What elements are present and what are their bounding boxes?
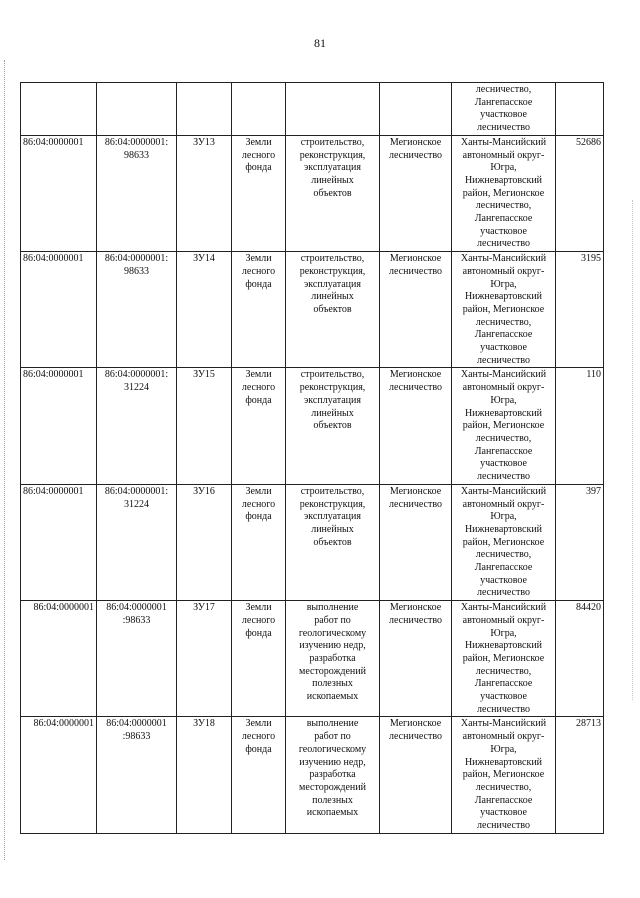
table-row [21,368,604,484]
text-line: лесничество, [475,549,532,561]
text-line: эксплуатация [304,394,361,406]
text-line: Лангепасское [474,213,533,225]
text-line: объектов [313,420,352,432]
cell-location [452,135,556,251]
cell-permitted-use [286,717,380,833]
cell-cadastral [97,484,177,600]
page-number: 81 [314,36,326,50]
text-line: полезных [312,678,353,690]
cell-plot-id: ЗУ14 [177,252,232,368]
text-line: фонда [245,278,272,290]
text-line: Мегионское [389,485,442,497]
cell-permitted-use [286,601,380,717]
text-line: участковое [480,691,527,703]
text-line: полезных [312,794,353,806]
text-line: Нижневартовский [464,291,543,303]
text-line: линейных [311,174,354,186]
text-line: автономный округ- [462,614,545,626]
text-line: 86:04:0000001 [106,718,167,730]
text-line: линейных [311,291,354,303]
cell-area: 52686 [556,135,604,251]
text-line: 86:04:0000001: [104,485,169,497]
text-line: Нижневартовский [464,640,543,652]
text-line: геологическому [298,743,367,755]
text-line: участковое [480,458,527,470]
text-line: объектов [313,187,352,199]
table-row [21,135,604,251]
cell-land-category [232,484,286,600]
text-line: эксплуатация [304,511,361,523]
cell-permitted-use [286,484,380,600]
text-line: строительство, [300,253,365,265]
text-line: фонда [245,394,272,406]
text-line: Земли [245,369,272,381]
text-line: лесничество [477,238,530,250]
cell-area: 110 [556,368,604,484]
text-line: лесного [241,382,276,394]
cell-plot-id: ЗУ13 [177,135,232,251]
text-line: Земли [245,602,272,614]
text-line: 98633 [124,149,149,161]
cell-land-category [232,717,286,833]
table-row [21,601,604,717]
table-row-continued [21,83,604,136]
text-line: 86:04:0000001: [104,369,169,381]
text-line: выполнение [306,718,359,730]
text-line: лесничество [389,614,442,626]
text-line: автономный округ- [462,498,545,510]
text-line: Лангепасское [474,678,533,690]
table-row [21,717,604,833]
cell-land-category [232,252,286,368]
cell-land-category [232,368,286,484]
text-line: 86:04:0000001: [104,253,169,265]
text-line: участковое [480,574,527,586]
text-line: ископаемых [306,691,359,703]
cell-permitted-use [286,368,380,484]
text-line: объектов [313,536,352,548]
cell-location [452,717,556,833]
text-line: автономный округ- [462,382,545,394]
text-line: Мегионское [389,602,442,614]
text-line: работ по [314,614,351,626]
text-line: лесничество, [475,665,532,677]
cell-plot-id: ЗУ16 [177,484,232,600]
text-line: Ханты-Мансийский [460,602,547,614]
cell-quarter [21,83,97,136]
text-line: лесничество [389,382,442,394]
text-line: Мегионское [389,136,442,148]
text-line: строительство, [300,136,365,148]
text-line: лесничество [389,731,442,743]
cell-forestry [380,135,452,251]
cell-cadastral [97,717,177,833]
cell-plot-id [177,83,232,136]
table-row [21,252,604,368]
text-line: Нижневартовский [464,523,543,535]
text-line: 98633 [124,265,149,277]
text-line: Югра, [490,743,517,755]
cell-location [452,368,556,484]
cell-quarter: 86:04:0000001 [21,484,97,600]
text-line: фонда [245,627,272,639]
text-line: лесничество [477,820,530,832]
cell-forestry [380,601,452,717]
text-line: лесного [241,265,276,277]
cell-area: 28713 [556,717,604,833]
text-line: лесничество, [475,200,532,212]
text-line: участковое [480,807,527,819]
text-line: район, Мегионское [462,420,545,432]
text-line: 31224 [124,498,149,510]
text-line: разработка [309,769,356,781]
text-line: участковое [480,109,527,121]
text-line: геологическому [298,627,367,639]
text-line: Лангепасское [474,329,533,341]
text-line: район, Мегионское [462,536,545,548]
cell-cadastral [97,83,177,136]
text-line: Нижневартовский [464,756,543,768]
text-line: Земли [245,136,272,148]
text-line: фонда [245,743,272,755]
text-line: 86:04:0000001: [104,136,169,148]
cell-area: 3195 [556,252,604,368]
cell-forestry [380,484,452,600]
text-line: месторождений [299,665,366,677]
cell-quarter: 86:04:0000001 [21,368,97,484]
text-line: лесничество, [475,84,532,95]
cell-land-category [232,601,286,717]
text-line: месторождений [299,781,366,793]
text-line: ископаемых [306,807,359,819]
text-line: эксплуатация [304,162,361,174]
text-line: :98633 [122,731,151,743]
cell-cadastral [97,135,177,251]
text-line: Югра, [490,627,517,639]
text-line: Лангепасское [474,96,533,108]
cell-permitted-use [286,252,380,368]
text-line: Ханты-Мансийский [460,369,547,381]
text-line: 86:04:0000001 [106,602,167,614]
text-line: линейных [311,523,354,535]
text-line: строительство, [300,369,365,381]
text-line: лесничество [477,122,530,134]
scan-edge-mark-right [632,200,634,700]
text-line: лесничество [477,587,530,599]
cell-cadastral [97,601,177,717]
text-line: разработка [309,652,356,664]
text-line: Мегионское [389,718,442,730]
text-line: Югра, [490,511,517,523]
text-line: лесничество, [475,432,532,444]
text-line: строительство, [300,485,365,497]
text-line: эксплуатация [304,278,361,290]
cell-plot-id: ЗУ17 [177,601,232,717]
cell-quarter: 86:04:0000001 [21,717,97,833]
table-row [21,484,604,600]
text-line: лесного [241,731,276,743]
cell-forestry [380,717,452,833]
text-line: участковое [480,225,527,237]
text-line: Югра, [490,278,517,290]
text-line: фонда [245,511,272,523]
text-line: Ханты-Мансийский [460,485,547,497]
cell-plot-id: ЗУ18 [177,717,232,833]
cell-quarter: 86:04:0000001 [21,135,97,251]
text-line: Мегионское [389,369,442,381]
cell-area [556,83,604,136]
text-line: Земли [245,253,272,265]
text-line: фонда [245,162,272,174]
text-line: лесничество, [475,316,532,328]
text-line: район, Мегионское [462,187,545,199]
text-line: реконструкция, [299,265,366,277]
text-line: 31224 [124,382,149,394]
text-line: реконструкция, [299,382,366,394]
text-line: работ по [314,731,351,743]
text-line: автономный округ- [462,731,545,743]
text-line: изучению недр, [299,756,366,768]
cell-cadastral [97,368,177,484]
cell-location [452,601,556,717]
text-line: линейных [311,407,354,419]
cell-location [452,484,556,600]
cell-quarter: 86:04:0000001 [21,601,97,717]
scan-edge-mark [4,60,6,860]
cell-land-category [232,83,286,136]
text-line: объектов [313,303,352,315]
text-line: лесного [241,498,276,510]
cell-permitted-use [286,83,380,136]
cell-forestry [380,368,452,484]
text-line: Земли [245,485,272,497]
land-plots-table [20,82,604,834]
text-line: лесничество [477,703,530,715]
text-line: Югра, [490,162,517,174]
text-line: лесничество, [475,781,532,793]
cell-permitted-use [286,135,380,251]
text-line: изучению недр, [299,640,366,652]
text-line: реконструкция, [299,498,366,510]
cell-area: 397 [556,484,604,600]
cell-cadastral [97,252,177,368]
text-line: Ханты-Мансийский [460,253,547,265]
text-line: :98633 [122,614,151,626]
text-line: автономный округ- [462,149,545,161]
text-line: Лангепасское [474,562,533,574]
text-line: лесничество [389,265,442,277]
text-line: лесничество [477,354,530,366]
cell-location [452,252,556,368]
cell-land-category [232,135,286,251]
text-line: Земли [245,718,272,730]
text-line: лесничество [389,498,442,510]
text-line: район, Мегионское [462,652,545,664]
cell-forestry [380,252,452,368]
text-line: реконструкция, [299,149,366,161]
cell-forestry [380,83,452,136]
cell-quarter: 86:04:0000001 [21,252,97,368]
text-line: Мегионское [389,253,442,265]
text-line: Ханты-Мансийский [460,718,547,730]
text-line: Нижневартовский [464,407,543,419]
text-line: лесничество [389,149,442,161]
cell-location [452,83,556,136]
text-line: выполнение [306,602,359,614]
text-line: Лангепасское [474,794,533,806]
text-line: автономный округ- [462,265,545,277]
cell-area: 84420 [556,601,604,717]
text-line: район, Мегионское [462,303,545,315]
text-line: Ханты-Мансийский [460,136,547,148]
text-line: лесного [241,614,276,626]
text-line: Нижневартовский [464,174,543,186]
text-line: Югра, [490,394,517,406]
text-line: Лангепасское [474,445,533,457]
text-line: лесничество [477,471,530,483]
text-line: лесного [241,149,276,161]
text-line: район, Мегионское [462,769,545,781]
text-line: участковое [480,342,527,354]
cell-plot-id: ЗУ15 [177,368,232,484]
